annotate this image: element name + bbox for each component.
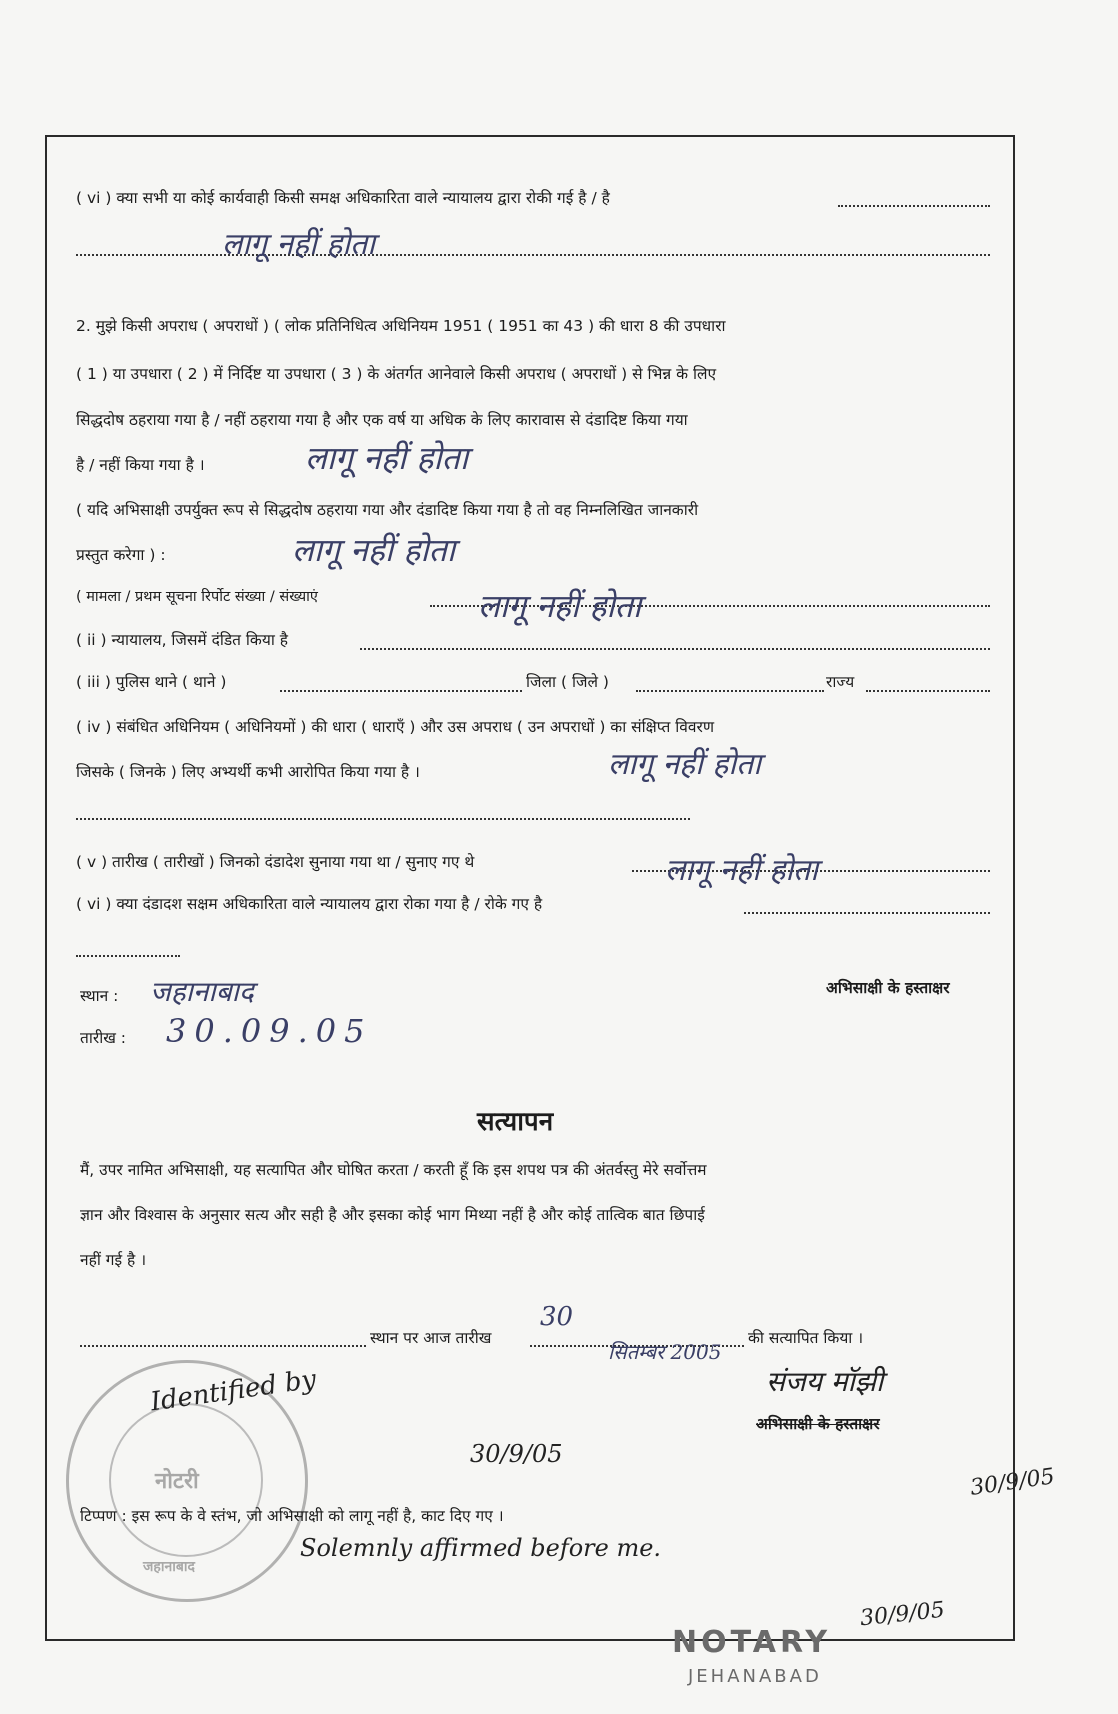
question-iv-line2: जिसके ( जिनके ) लिए अभ्यर्थी कभी आरोपित किया गया है । [76,763,420,781]
para3-line2: प्रस्तुत करेगा ) : [76,546,166,564]
date-label: तारीख : [80,1029,127,1047]
blank-line [866,690,990,692]
place-date-label: स्थान पर आज तारीख [370,1329,492,1347]
blank-line [744,912,990,914]
blank-line [76,955,180,957]
deponent-signature-label: अभिसाक्षी के हस्ताक्षर [826,979,950,997]
handwritten-place: जहानाबाद [150,975,254,1008]
handwritten-verify-month: सितम्बर 2005 [608,1340,722,1364]
handwritten-answer: लागू नहीं होता [665,853,818,888]
question-v: ( v ) तारीख ( तारीखों ) जिनको दंडादेश सुनाया गया था / सुनाए गए थे [76,853,475,871]
question-vi-top: ( vi ) क्या सभी या कोई कार्यवाही किसी समक्ष अधिकारिता वाले न्यायालय द्वारा रोकी गई है / है [76,189,610,207]
question-ii: ( ii ) न्यायालय, जिसमें दंडित किया है [76,631,288,649]
handwritten-answer: लागू नहीं होता [478,587,642,625]
notary-stamp-place: JEHANABAD [688,1666,822,1687]
handwritten-verify-day: 30 [540,1302,574,1332]
question-i: ( मामला / प्रथम सूचना रिर्पोट संख्या / संख्याएं [76,589,318,605]
question-iii: ( iii ) पुलिस थाने ( थाने ) [76,673,227,691]
deponent-signature-label-verification: अभिसाक्षी के हस्ताक्षर [756,1415,880,1433]
blank-line [80,1345,366,1347]
para2-line3: सिद्धदोष ठहराया गया है / नहीं ठहराया गया है और एक वर्ष या अधिक के लिए कारावास से दंडादिष्ट किया गया [76,411,688,429]
place-label: स्थान : [80,987,119,1005]
verification-line1: मैं, उपर नामित अभिसाक्षी, यह सत्यापित और घोषित करता / करती हूँ कि इस शपथ पत्र की अंतर्वस्तु मेरे सर्वोत्तम [80,1161,707,1179]
para2-line4: है / नहीं किया गया है । [76,456,205,474]
para2-line2: ( 1 ) या उपधारा ( 2 ) में निर्दिष्ट या उपधारा ( 3 ) के अंतर्गत आनेवाले किसी अपराध ( अपराधों ) से भिन्न के लिए [76,365,717,383]
verification-line2: ज्ञान और विश्वास के अनुसार सत्य और सही है और इसका कोई भाग मिथ्या नहीं है और कोई तात्विक बात छिपाई [80,1206,705,1224]
verification-line3: नहीं गई है । [80,1251,147,1269]
seal-center-text: नोटरी [155,1469,199,1494]
handwritten-answer: लागू नहीं होता [608,747,761,782]
blank-line [838,205,990,207]
deponent-signature-handwritten: संजय मॉझी [766,1365,884,1398]
verification-title: सत्यापन [477,1107,554,1137]
verified-label: की सत्यापित किया । [748,1329,864,1347]
question-iv-line1: ( iv ) संबंधित अधिनियम ( अधिनियमों ) की धारा ( धाराएँ ) और उस अपराध ( उन अपराधों ) का संक्षिप्त विवरण [76,718,715,736]
question-vi-bottom: ( vi ) क्या दंडादश सक्षम अधिकारिता वाले न्यायालय द्वारा रोका गया है / रोके गए है [76,895,543,913]
handwritten-answer: लागू नहीं होता [292,531,456,569]
seal-bottom-text: जहानाबाद [143,1559,195,1575]
identified-by-note: Identified by [148,1364,319,1418]
handwritten-answer: लागू नहीं होता [305,439,469,477]
footnote: टिप्पण : इस रूप के वे स्तंभ, जो अभिसाक्षी को लागू नहीं है, काट दिए गए । [80,1507,504,1525]
notary-date: 30/9/05 [858,1597,946,1632]
blank-line [636,690,824,692]
district-label: जिला ( जिले ) [526,673,609,691]
handwritten-answer: लागू नहीं होता [222,227,375,262]
para2-line1: 2. मुझे किसी अपराध ( अपराधों ) ( लोक प्रतिनिधित्व अधिनियम 1951 ( 1951 का 43 ) की धारा 8 की उपधारा [76,317,726,335]
para3-line1: ( यदि अभिसाक्षी उपर्युक्त रूप से सिद्धदोष ठहराया गया और दंडादिष्ट किया गया है तो वह निम्नलिखित जानकारी [76,501,699,519]
right-date: 30/9/05 [968,1464,1057,1501]
handwritten-date: 30.09.05 [166,1012,373,1050]
advocate-date: 30/9/05 [470,1440,563,1468]
blank-line [76,818,690,820]
blank-line [360,648,990,650]
notary-stamp-title: NOTARY [672,1625,832,1660]
solemnly-affirmed-note: Solemnly affirmed before me. [300,1534,662,1562]
blank-line [76,254,990,256]
state-label: राज्य [826,673,855,691]
blank-line [280,690,522,692]
